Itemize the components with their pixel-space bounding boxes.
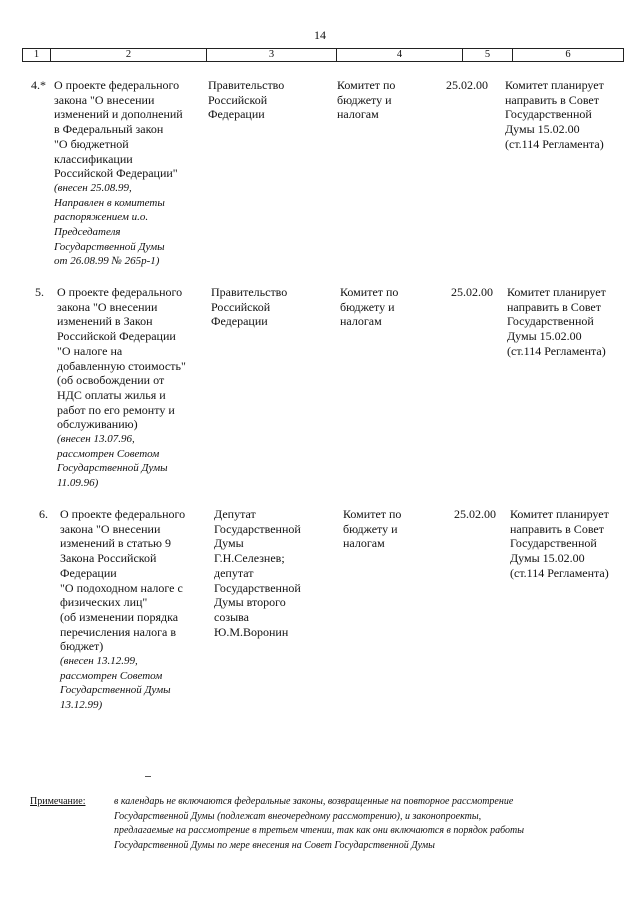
header-col-3: 3 bbox=[207, 49, 337, 61]
text-line: закона "О внесении bbox=[57, 299, 158, 314]
text-line: 13.12.99) bbox=[60, 699, 103, 712]
text-line: в календарь не включаются федеральные законы, возвращенные на повторное рассмотрение bbox=[114, 796, 514, 807]
text-line: Комитет планирует bbox=[505, 78, 604, 92]
text-line: Думы 15.02.00 bbox=[507, 329, 582, 344]
text-line: в Федеральный закон bbox=[54, 122, 164, 137]
text-line: бюджет) bbox=[60, 639, 104, 654]
text-line: Государственной Думы bbox=[57, 462, 168, 475]
text-line: Комитет по bbox=[337, 78, 396, 92]
text-line: Российской Федерации" bbox=[54, 166, 178, 181]
text-line: направить в Совет bbox=[505, 92, 599, 107]
text-line: бюджету и bbox=[340, 299, 395, 314]
text-line: работ по его ремонту и bbox=[57, 402, 175, 417]
text-line: "О налоге на bbox=[57, 343, 123, 358]
remark bbox=[505, 78, 630, 152]
text-line: Председателя bbox=[54, 226, 121, 239]
text-line: от 26.08.99 № 265р-1) bbox=[54, 255, 160, 268]
footnote-label: Примечание: bbox=[30, 796, 86, 807]
text-line: Государственной Думы bbox=[60, 684, 171, 697]
text-line: налогам bbox=[343, 536, 385, 551]
footnote-body bbox=[114, 795, 624, 853]
text-line: "О подоходном налоге с bbox=[60, 580, 183, 595]
remark bbox=[510, 507, 635, 581]
text-line: Г.Н.Селезнев; bbox=[214, 551, 285, 566]
row-number: 6. bbox=[39, 507, 48, 521]
text-line: Правительство bbox=[211, 285, 288, 299]
text-line: О проекте федерального bbox=[60, 507, 186, 521]
text-line: бюджету и bbox=[337, 92, 392, 107]
header-col-6: 6 bbox=[565, 49, 571, 60]
text-line: Государственной bbox=[507, 314, 594, 329]
text-line: депутат bbox=[214, 565, 254, 580]
text-line: Государственной Думы по мере внесения на Совет Государственной Думы bbox=[114, 839, 435, 851]
text-line: перечисления налога в bbox=[60, 624, 176, 639]
text-line: закона "О внесении bbox=[54, 92, 155, 107]
text-line: Думы второго bbox=[214, 595, 286, 610]
text-line: Комитет по bbox=[340, 285, 399, 299]
text-line: бюджету и bbox=[343, 521, 398, 536]
text-line: Комитет планирует bbox=[507, 285, 606, 299]
text-line: направить в Совет bbox=[510, 521, 604, 536]
initiator bbox=[208, 78, 328, 122]
committee bbox=[343, 507, 443, 551]
text-line: Государственной bbox=[214, 580, 301, 595]
table-header-row bbox=[22, 48, 624, 62]
text-line: предлагаемые на рассмотрение в третьем чтении, так как они включаются в порядок работы bbox=[114, 825, 524, 836]
text-line: налогам bbox=[337, 107, 379, 122]
text-line: Российской bbox=[208, 92, 268, 107]
text-line: Государственной bbox=[505, 107, 592, 122]
text-line: направить в Совет bbox=[507, 299, 601, 314]
text-line: Государственной bbox=[214, 521, 301, 536]
text-line: изменений в Закон bbox=[57, 314, 153, 329]
initiator bbox=[214, 507, 334, 639]
text-line: Государственной Думы (подлежат внеочередному рассмотрению), и законопроекты, bbox=[114, 810, 482, 822]
text-line: рассмотрен Советом bbox=[57, 447, 160, 460]
text-line: закона "О внесении bbox=[60, 521, 161, 536]
text-line: Ю.М.Воронин bbox=[214, 624, 289, 639]
text-line: (об освобождении от bbox=[57, 373, 165, 388]
text-line: Закона Российской bbox=[60, 551, 157, 566]
text-line: (ст.114 Регламента) bbox=[507, 343, 606, 358]
header-col-1: 1 bbox=[23, 49, 51, 61]
text-line: изменений в статью 9 bbox=[60, 536, 172, 551]
text-line: добавленную стоимость" bbox=[57, 358, 186, 373]
text-line: (ст.114 Регламента) bbox=[505, 136, 604, 151]
remark bbox=[507, 285, 632, 359]
row-number: 4.* bbox=[31, 78, 46, 92]
bill-title bbox=[60, 507, 210, 713]
text-line: 11.09.96) bbox=[57, 477, 99, 490]
committee bbox=[337, 78, 437, 122]
text-line: Федерации bbox=[211, 314, 268, 329]
text-line: "О бюджетной bbox=[54, 136, 129, 151]
bill-notes bbox=[60, 654, 210, 713]
bill-title bbox=[57, 285, 207, 491]
bill-title bbox=[54, 78, 204, 269]
text-line: физических лиц" bbox=[60, 595, 148, 610]
text-line: обслуживанию) bbox=[57, 417, 138, 432]
page-number: 14 bbox=[314, 28, 326, 42]
text-line: Российской bbox=[211, 299, 271, 314]
text-line: созыва bbox=[214, 609, 249, 624]
text-line: (об изменении порядка bbox=[60, 609, 179, 624]
text-line: (внесен 13.12.99, bbox=[60, 655, 138, 668]
header-col-5: 5 bbox=[463, 49, 513, 61]
text-line: Российской Федерации bbox=[57, 329, 176, 344]
text-line: Государственной Думы bbox=[54, 240, 165, 253]
text-line: (внесен 25.08.99, bbox=[54, 181, 132, 194]
text-line: Комитет по bbox=[343, 507, 402, 521]
footnote-mark bbox=[145, 776, 151, 777]
text-line: рассмотрен Советом bbox=[60, 669, 163, 682]
date: 25.02.00 bbox=[454, 507, 496, 521]
text-line: НДС оплаты жилья и bbox=[57, 387, 166, 402]
text-line: О проекте федерального bbox=[54, 78, 180, 92]
text-line: Думы bbox=[214, 536, 244, 551]
text-line: Федерации bbox=[60, 565, 117, 580]
text-line: Депутат bbox=[214, 507, 256, 521]
committee bbox=[340, 285, 440, 329]
text-line: налогам bbox=[340, 314, 382, 329]
header-col-4: 4 bbox=[337, 49, 463, 61]
text-line: О проекте федерального bbox=[57, 285, 183, 299]
text-line: (ст.114 Регламента) bbox=[510, 565, 609, 580]
text-line: Комитет планирует bbox=[510, 507, 609, 521]
text-line: Направлен в комитеты bbox=[54, 196, 165, 209]
text-line: Государственной bbox=[510, 536, 597, 551]
text-line: изменений и дополнений bbox=[54, 107, 183, 122]
header-col-2: 2 bbox=[51, 49, 207, 61]
text-line: Думы 15.02.00 bbox=[505, 122, 580, 137]
text-line: распоряжением и.о. bbox=[54, 211, 149, 224]
initiator bbox=[211, 285, 331, 329]
date: 25.02.00 bbox=[451, 285, 493, 299]
text-line: классификации bbox=[54, 151, 133, 166]
bill-notes bbox=[54, 181, 204, 269]
text-line: Думы 15.02.00 bbox=[510, 551, 585, 566]
bill-notes bbox=[57, 432, 207, 491]
text-line: Федерации bbox=[208, 107, 265, 122]
text-line: (внесен 13.07.96, bbox=[57, 433, 135, 446]
row-number: 5. bbox=[35, 285, 44, 299]
text-line: Правительство bbox=[208, 78, 285, 92]
date: 25.02.00 bbox=[446, 78, 488, 92]
